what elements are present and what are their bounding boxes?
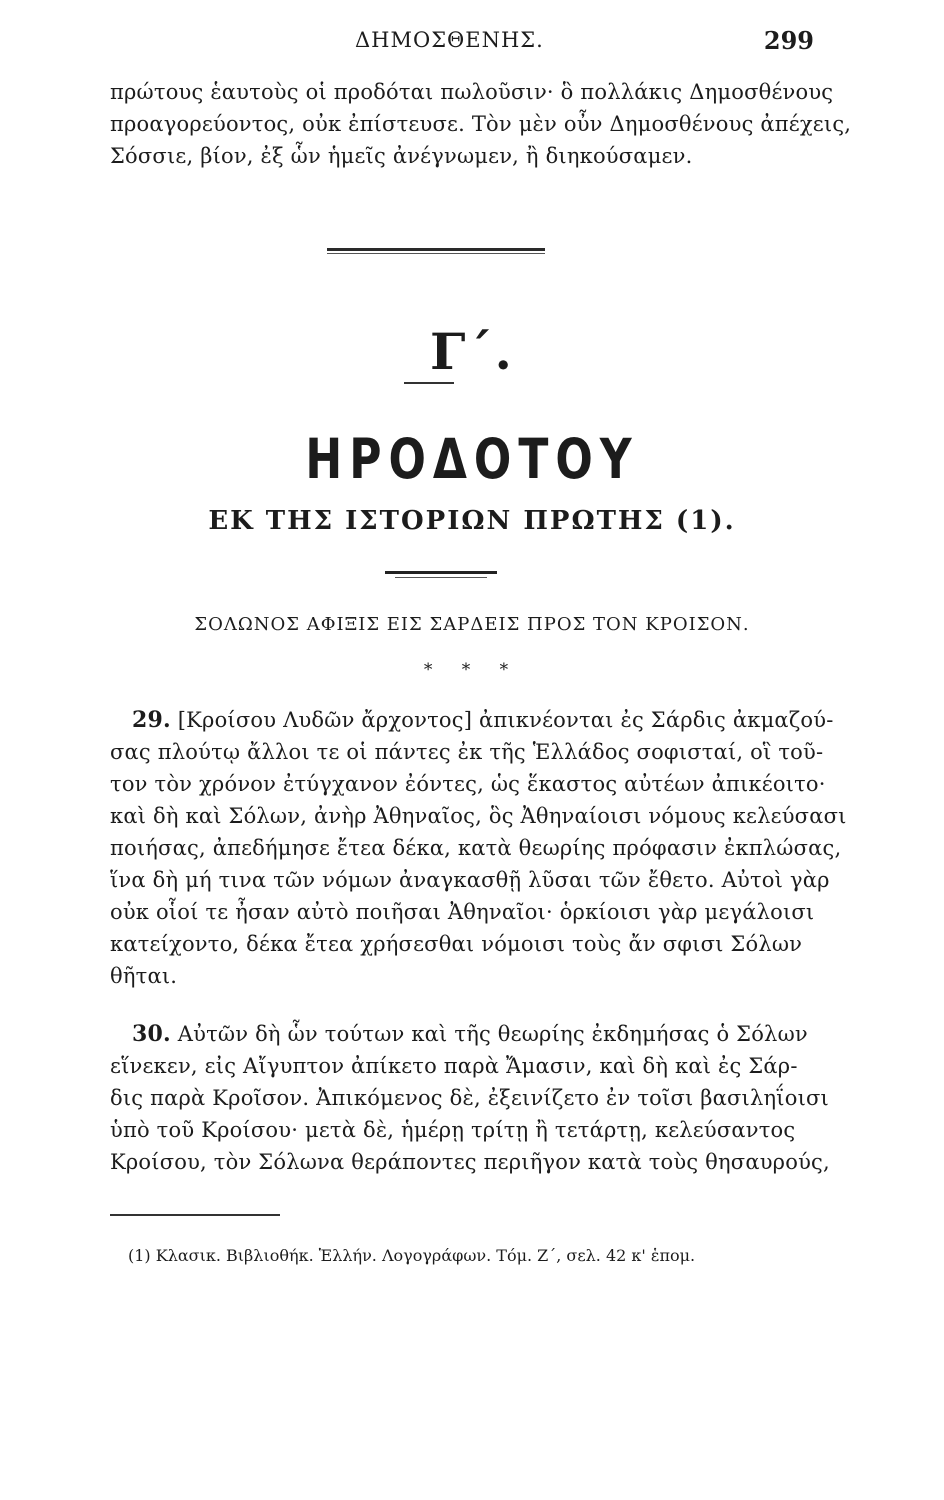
continuation-paragraph (110, 76, 852, 172)
footnote: (1) Κλασικ. Βιβλιοθήκ. Ἑλλήν. Λογογράφων. Τόμ. Ζ΄, σελ. 42 κ' ἑπομ. (128, 1246, 696, 1265)
text-line: Αὐτῶν δὴ ὧν τούτων καὶ τῆς θεωρίης ἐκδημήσας ὁ Σόλων (177, 1022, 808, 1046)
text-line: δις παρὰ Κροῖσον. Ἀπικόμενος δὲ, ἐξεινίζετο ἐν τοῖσι βασιληΐοισι (110, 1086, 829, 1110)
paragraph-first-line (110, 1018, 808, 1050)
text-line: ἵνα δὴ μή τινα τῶν νόμων ἀναγκασθῇ λῦσαι τῶν ἔθετο. Αὐτοὶ γὰρ (110, 868, 830, 892)
text-line: θῆται. (110, 964, 178, 988)
text-line: εἵνεκεν, εἰς Αἴγυπτον ἀπίκετο παρὰ Ἄμασιν, καὶ δὴ καὶ ἐς Σάρ- (110, 1054, 798, 1078)
text-line: κατείχοντο, δέκα ἔτεα χρήσεσθαι νόμοισι τοὺς ἄν σφισι Σόλων (110, 932, 803, 956)
text-line: Κροίσου, τὸν Σόλωνα θεράποντες περιῆγον κατὰ τοὺς θησαυρούς, (110, 1150, 830, 1174)
author-title: ΗΡΟΔΟΤΟΥ (305, 428, 639, 492)
text-line: προαγορεύοντος, οὐκ ἐπίστευσε. Τὸν μὲν οὖν Δημοσθένους ἀπέχεις, (110, 112, 852, 136)
section-heading: ΣΟΛΩΝΟΣ ΑΦΙΞΙΣ ΕΙΣ ΣΑΡΔΕΙΣ ΠΡΟΣ ΤΟΝ ΚΡΟΙΣΟΝ. (194, 614, 750, 635)
footnote-rule (110, 1214, 280, 1216)
text-line: σας πλούτῳ ἄλλοι τε οἱ πάντες ἐκ τῆς Ἑλλάδος σοφισταί, οἳ τοῦ- (110, 740, 824, 764)
asterism-ornament: * * * (423, 660, 521, 680)
text-line: [Κροίσου Λυδῶν ἄρχοντος] ἀπικνέονται ἐς Σάρδις ἀκμαζού- (177, 708, 834, 732)
work-subtitle: ΕΚ ΤΗΣ ΙΣΤΟΡΙΩΝ ΠΡΩΤΗΣ (1). (208, 506, 736, 536)
page-number: 299 (763, 26, 814, 55)
part-number-underline (404, 382, 454, 384)
running-head (0, 28, 944, 58)
text-line: ποιήσας, ἀπεδήμησε ἔτεα δέκα, κατὰ θεωρίης πρόφασιν ἐκπλώσας, (110, 836, 842, 860)
section-divider-rule (327, 248, 545, 251)
running-head-title: ΔΗΜΟΣΘΕΝΗΣ. (355, 28, 544, 52)
paragraph-number: 30. (132, 1021, 171, 1047)
text-line: πρώτους ἑαυτοὺς οἱ προδόται πωλοῦσιν· ὃ πολλάκις Δημοσθένους (110, 80, 834, 104)
text-line: ὑπὸ τοῦ Κροίσου· μετὰ δὲ, ἡμέρῃ τρίτῃ ἢ τετάρτῃ, κελεύσαντος (110, 1118, 796, 1142)
text-line: καὶ δὴ καὶ Σόλων, ἀνὴρ Ἀθηναῖος, ὃς Ἀθηναίοισι νόμους κελεύσασι (110, 804, 847, 828)
paragraph-30 (110, 1018, 830, 1178)
text-line: τον τὸν χρόνον ἐτύγχανον ἐόντες, ὡς ἕκαστος αὐτέων ἀπικέοιτο· (110, 772, 826, 796)
text-line: Σόσσιε, βίον, ἐξ ὧν ἡμεῖς ἀνέγνωμεν, ἢ διηκούσαμεν. (110, 144, 693, 168)
text-line: οὐκ οἷοί τε ἦσαν αὐτὸ ποιῆσαι Ἀθηναῖοι· ὁρκίοισι γὰρ μεγάλοισι (110, 900, 815, 924)
paragraph-number: 29. (132, 707, 171, 733)
paragraph-first-line (110, 704, 834, 736)
paragraph-29 (110, 704, 847, 992)
title-divider-rule (385, 571, 497, 574)
part-number: Γ΄. (430, 322, 514, 381)
